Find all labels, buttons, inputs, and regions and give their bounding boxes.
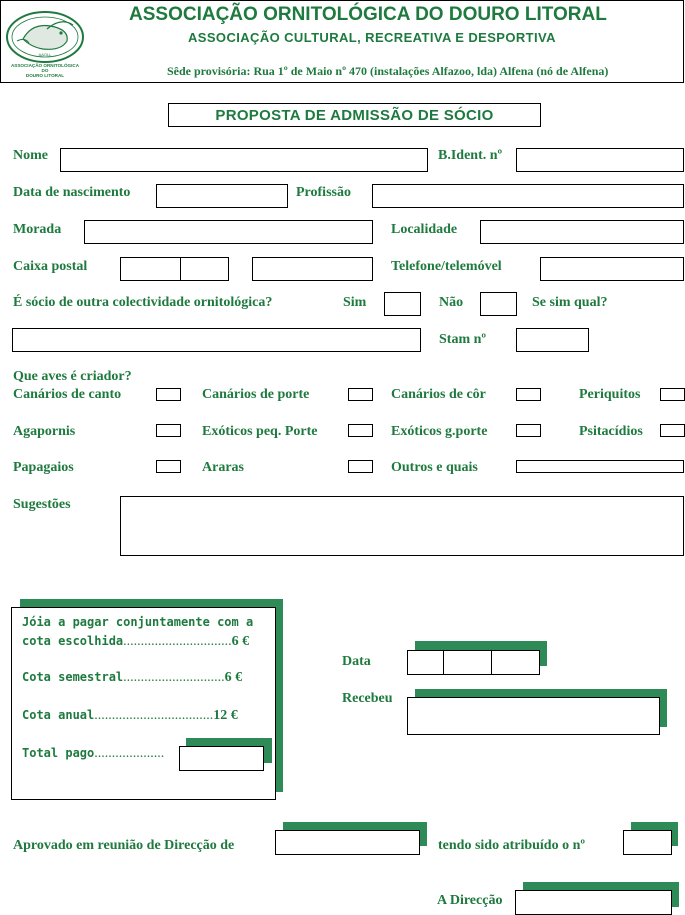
bird-label: Canários de porte: [202, 387, 310, 402]
approval-date-field[interactable]: [275, 830, 420, 855]
postal-code-field-1[interactable]: [120, 257, 181, 281]
postal-code-label: Caixa postal: [13, 259, 88, 274]
assigned-number-label: tendo sido atribuído o nº: [438, 838, 585, 853]
joia-dots: ...............................: [123, 634, 232, 649]
bird-checkbox[interactable]: [660, 424, 685, 437]
bird-label: Canários de côr: [391, 387, 486, 402]
board-label: A Direcção: [437, 893, 503, 908]
suggestions-field[interactable]: [120, 496, 684, 556]
date-month-field[interactable]: [443, 650, 492, 675]
bird-label: Papagaios: [13, 460, 74, 475]
bird-checkbox[interactable]: [516, 388, 541, 401]
other-club-label: É sócio de outra colectividade ornitológica?: [13, 295, 273, 310]
bird-checkbox[interactable]: [348, 424, 373, 437]
form-title-box: [168, 103, 541, 127]
date-year-field[interactable]: [491, 650, 540, 675]
total-dots: ....................: [94, 746, 165, 761]
anual-value: 12 €: [213, 708, 238, 723]
phone-label: Telefone/telemóvel: [391, 259, 502, 274]
birds-question: Que aves é criador?: [13, 369, 132, 384]
svg-text:DOURO LITORAL: DOURO LITORAL: [25, 73, 65, 78]
association-logo: [3, 7, 89, 79]
anual-dots: ..................................: [94, 708, 214, 723]
bird-label: Exóticos g.porte: [391, 424, 488, 439]
joia-line-2: [22, 632, 249, 650]
letterhead: [0, 0, 684, 83]
bird-label: Psitacídios: [579, 424, 643, 439]
org-subtitle: ASSOCIAÇÃO CULTURAL, RECREATIVA E DESPORTIVA: [188, 30, 556, 45]
birth-date-field[interactable]: [156, 184, 288, 208]
yes-checkbox[interactable]: [384, 292, 421, 316]
board-signature-field[interactable]: [515, 890, 672, 915]
assigned-number-field[interactable]: [623, 830, 672, 855]
approved-label: Aprovado em reunião de Direcção de: [13, 838, 235, 853]
address-field[interactable]: [84, 220, 373, 244]
bird-label: Agapornis: [13, 424, 76, 439]
phone-field[interactable]: [540, 257, 684, 281]
bird-checkbox[interactable]: [660, 388, 685, 401]
name-field[interactable]: [60, 148, 428, 172]
which-label: Se sim qual?: [532, 295, 608, 310]
bird-label: Periquitos: [579, 387, 641, 402]
yes-label: Sim: [343, 295, 367, 310]
no-checkbox[interactable]: [480, 292, 517, 316]
semestral-label: Cota semestral: [22, 670, 124, 684]
bird-checkbox[interactable]: [156, 460, 181, 473]
anual-line: [22, 706, 238, 724]
postal-locality-field[interactable]: [252, 257, 373, 281]
bird-checkbox[interactable]: [516, 424, 541, 437]
total-line: [22, 744, 164, 762]
name-label: Nome: [13, 148, 48, 163]
received-label: Recebeu: [342, 691, 393, 706]
total-paid-field[interactable]: [179, 746, 264, 771]
bird-label: Exóticos peq. Porte: [202, 424, 318, 439]
postal-code-field-2[interactable]: [180, 257, 229, 281]
id-number-field[interactable]: [516, 148, 684, 172]
org-name: ASSOCIAÇÃO ORNITOLÓGICA DO DOURO LITORAL: [129, 4, 607, 25]
org-address: Sêde provisória: Rua 1º de Maio nº 470 (instalações Alfazoo, lda) Alfena (nó de Alfena): [167, 64, 609, 78]
semestral-value: 6 €: [224, 670, 243, 685]
profession-label: Profissão: [296, 185, 351, 200]
no-label: Não: [439, 295, 464, 310]
other-club-field[interactable]: [12, 328, 421, 352]
semestral-line: [22, 668, 242, 686]
date-day-field[interactable]: [407, 650, 444, 675]
bird-checkbox[interactable]: [156, 388, 181, 401]
form-title: PROPOSTA DE ADMISSÃO DE SÓCIO: [215, 107, 494, 124]
bird-label: Canários de canto: [13, 387, 122, 402]
profession-field[interactable]: [372, 184, 684, 208]
svg-text:DO: DO: [41, 68, 49, 73]
locality-field[interactable]: [480, 220, 684, 244]
anual-label: Cota anual: [22, 708, 95, 722]
suggestions-label: Sugestões: [13, 497, 71, 512]
stam-field[interactable]: [516, 328, 589, 352]
bird-checkbox[interactable]: [156, 424, 181, 437]
semestral-dots: .............................: [123, 670, 225, 685]
joia-label: cota escolhida: [22, 634, 124, 648]
logo-caption-small: AAOLL: [38, 52, 52, 57]
bird-checkbox[interactable]: [348, 460, 373, 473]
bird-label: Outros e quais: [391, 460, 478, 475]
joia-line-1: Jóia a pagar conjuntamente com a: [22, 615, 254, 629]
total-label: Total pago: [22, 746, 95, 760]
joia-value: 6 €: [231, 634, 250, 649]
id-number-label: B.Ident. nº: [438, 148, 503, 163]
birth-date-label: Data de nascimento: [13, 185, 131, 200]
locality-label: Localidade: [391, 222, 458, 237]
date-label: Data: [342, 654, 371, 669]
bird-label: Araras: [202, 460, 244, 475]
other-birds-field[interactable]: [516, 460, 684, 473]
svg-text:ASSOCIAÇÃO ORNITOLÓGICA: ASSOCIAÇÃO ORNITOLÓGICA: [10, 63, 80, 68]
received-field[interactable]: [407, 697, 660, 735]
address-label: Morada: [13, 222, 62, 237]
bird-checkbox[interactable]: [348, 388, 373, 401]
stam-label: Stam nº: [439, 332, 487, 347]
